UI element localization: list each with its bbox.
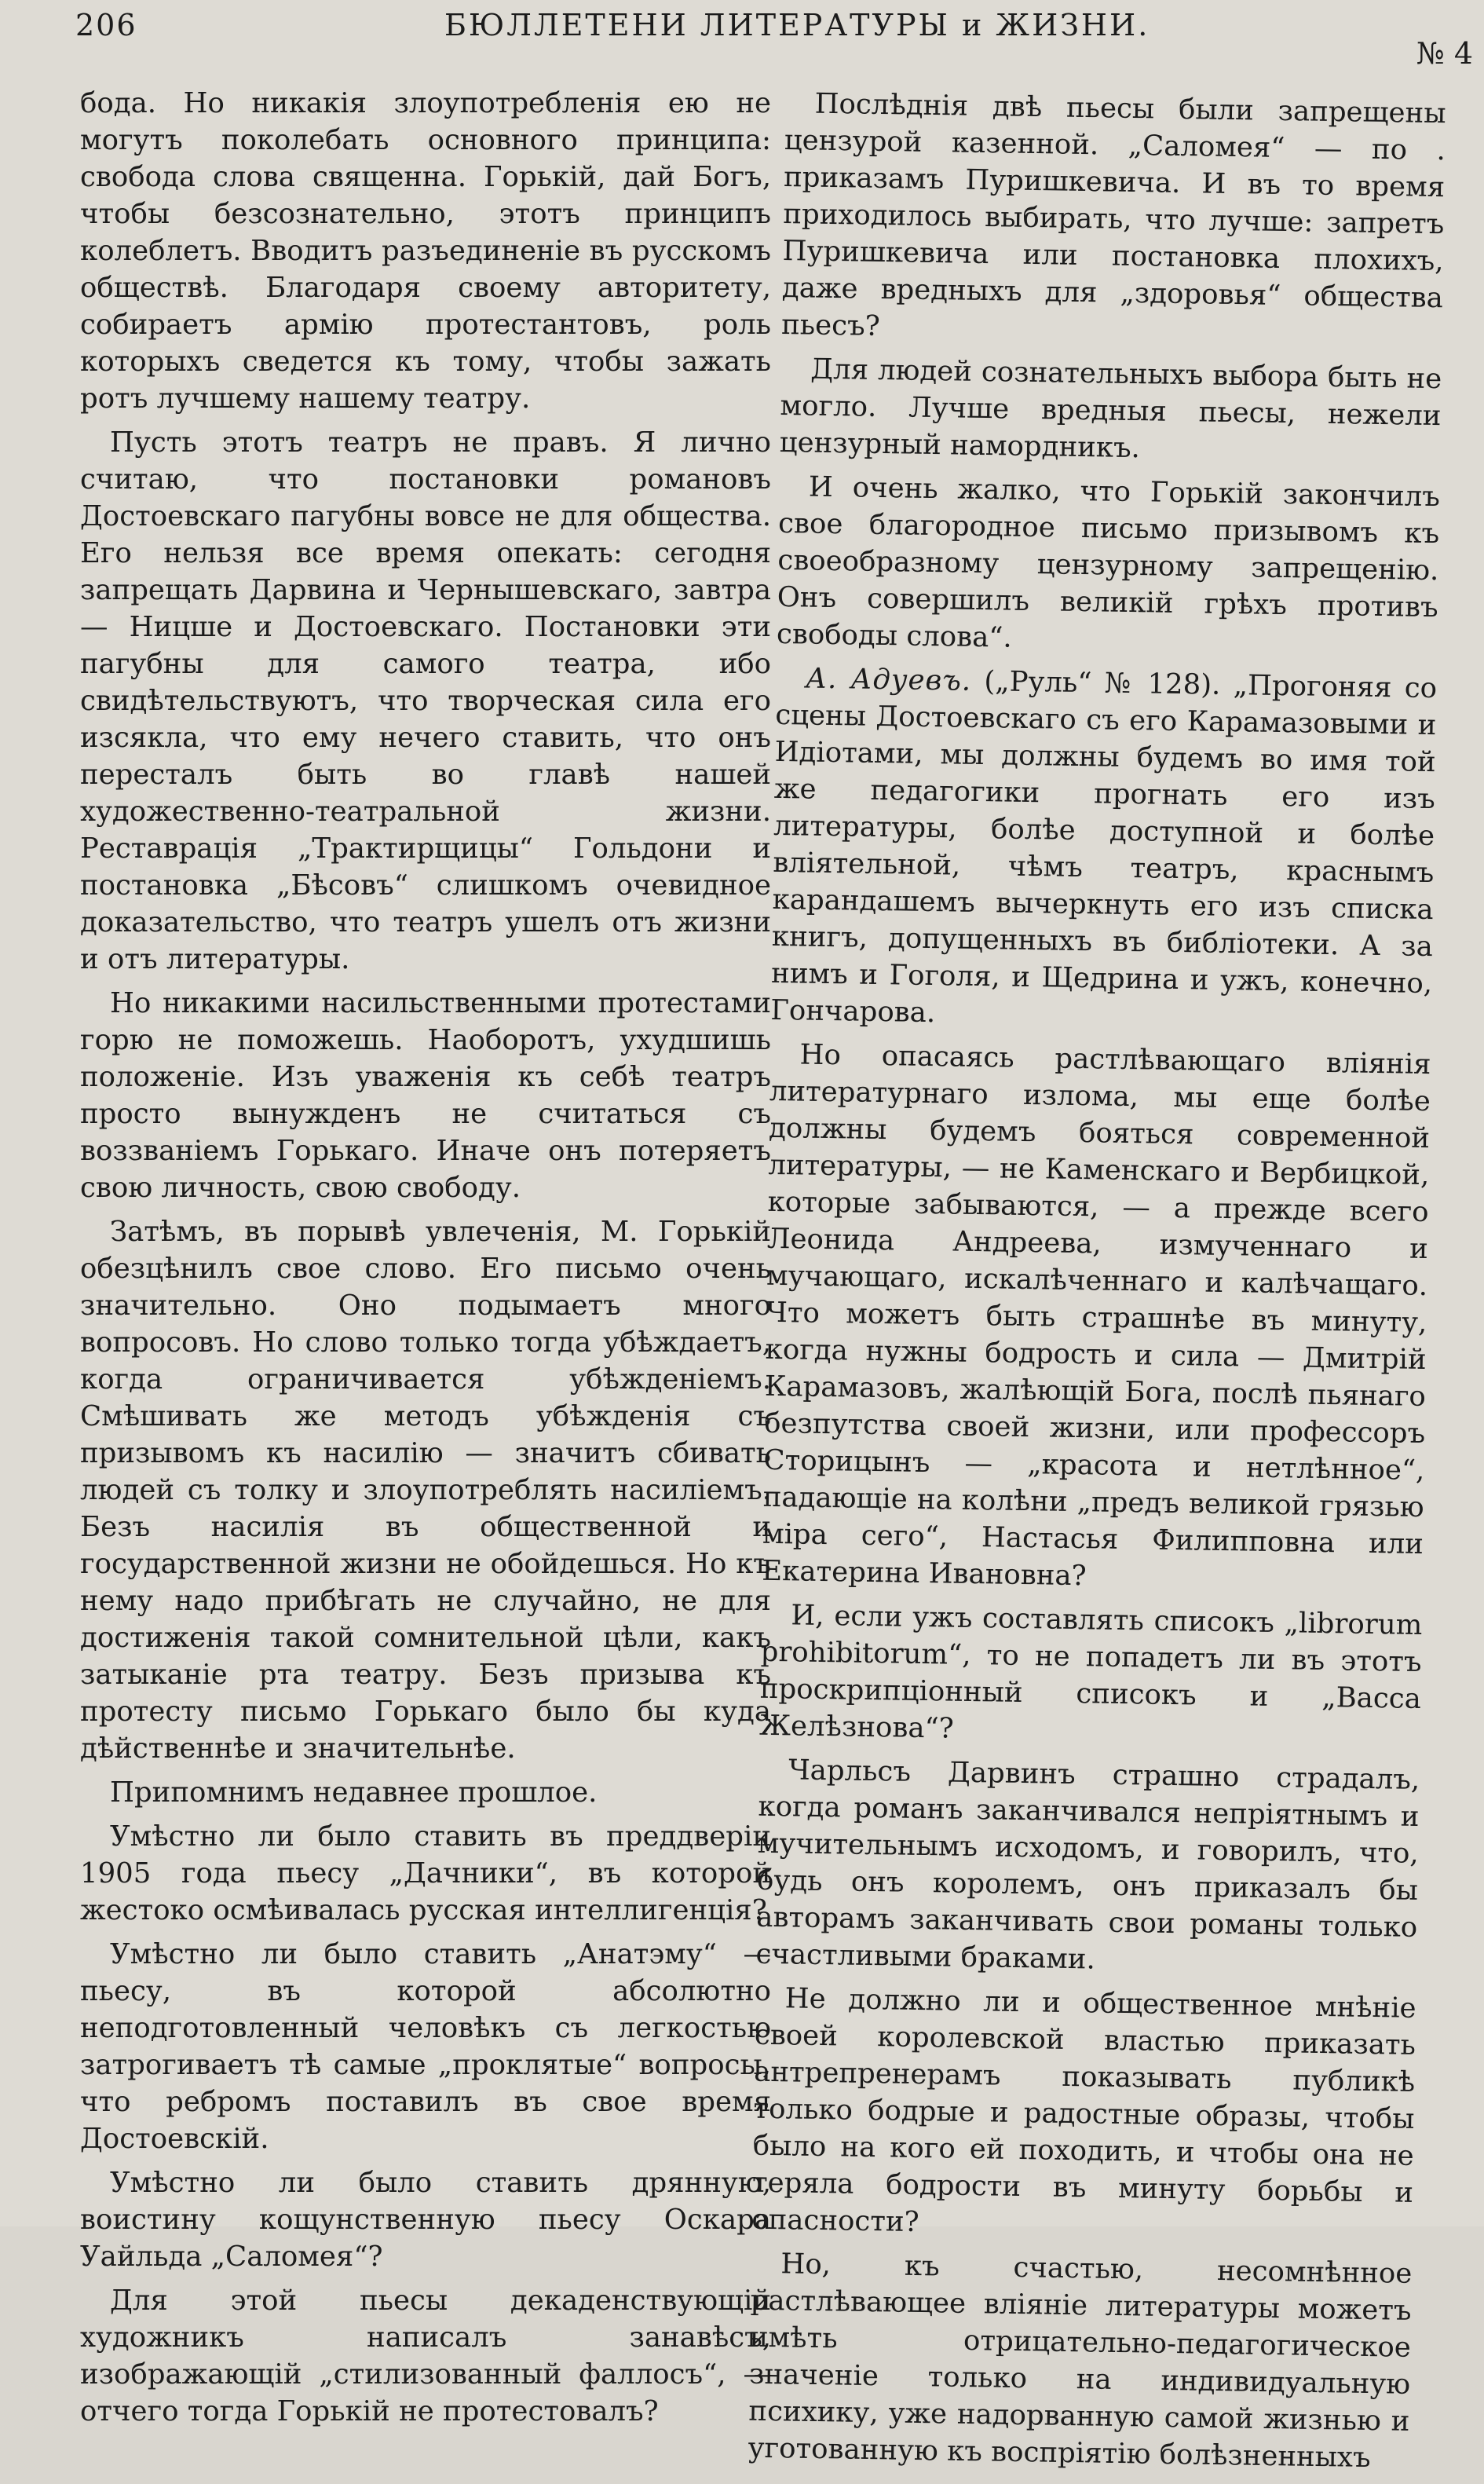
paragraph: Припомнимъ недавнее прошлое. [110, 1776, 598, 1809]
right-column [747, 85, 1446, 2484]
paragraph: Умѣстно ли было ставить дрянную, воистину кощунственную пьесу Оскара Уайльда „Саломея“? [80, 2167, 771, 2273]
paragraph: Умѣстно ли было ставить „Анатэму“ — пьесу, въ которой абсолютно неподготовленный человѣкъ съ легкостью затрогиваетъ тѣ самые „проклятые“ вопросы, что ребромъ поставилъ въ свое время Достоевскій. [80, 1938, 771, 2155]
paragraph: Умѣстно ли было ставить въ преддверіи 1905 года пьесу „Дачники“, въ которой жестоко осмѣивалась русская интеллигенція? [80, 1820, 771, 1926]
review-text: („Руль“ № 128). „Прогоняя со сцены Достоевскаго съ его Карамазовыми и Идіотами, мы должны будемъ во имя той же педагогики прогнать его изъ литературы, болѣе доступной и болѣе вліятельной, чѣмъ театръ, краснымъ карандашемъ вычеркнуть его изъ списка книгъ, допущенныхъ въ библіотеки. А за нимъ и Гоголя, и Щедрина и ужъ, конечно, Гончарова. [770, 664, 1438, 1030]
paragraph: Но никакими насильственными протестами горю не поможешь. Наоборотъ, ухудшишь положеніе. Изъ уваженія къ себѣ театръ просто вынужденъ не считаться съ воззваніемъ Горькаго. Иначе онъ потеряетъ свою личность, свою свободу. [80, 987, 771, 1204]
paragraph: Послѣднія двѣ пьесы были запрещены цензурой казенной. „Саломея“ — по . приказамъ Пуришкевича. И въ то время приходилось выбирать, что лучше: запретъ Пуришкевича или постановка плохихъ, даже вредныхъ для „здоровья“ общества пьесъ? [780, 87, 1446, 342]
paragraph: И, если ужъ составлять списокъ „librorum prohibitorum“, то не попадетъ ли въ этотъ проскрипціонный списокъ и „Васса Желѣзнова“? [758, 1599, 1423, 1745]
paragraph: Для людей сознательныхъ выбора быть не могло. Лучше вредныя пьесы, нежели цензурный намордникъ. [779, 353, 1442, 465]
paragraph: Не должно ли и общественное мнѣніе своей королевской властью приказать антрепренерамъ показывать публикѣ только бодрые и радостные образы, чтобы было на кого ей походить, и чтобы она не теряла бодрости въ минуту борьбы и опасности? [751, 1982, 1416, 2239]
page-number: 206 [75, 8, 137, 42]
running-title: БЮЛЛЕТЕНИ ЛИТЕРАТУРЫ и ЖИЗНИ. [444, 8, 1150, 42]
left-column [80, 85, 771, 2437]
paragraph: Пусть этотъ театръ не правъ. Я лично считаю, что постановки романовъ Достоевскаго пагубны вовсе не для общества. Его нельзя все время опекать: сегодня запрещать Дарвина и Чернышевскаго, завтра — Ницше и Достоевскаго. Постановки эти пагубны для самого театра, ибо свидѣтельствуютъ, что творческая сила его изсякла, что ему нечего ставить, что онъ пересталъ быть во главѣ нашей художественно-театральной жизни. Реставрація „Трактирщицы“ Гольдони и постановка „Бѣсовъ“ слишкомъ очевидное доказательство, что театръ ушелъ отъ жизни и отъ литературы. [80, 426, 771, 975]
paragraph: бода. Но никакія злоупотребленія ею не могутъ поколебать основного принципа: свобода слова священна. Горькій, дай Богъ, чтобы безсознательно, этотъ принципъ колеблетъ. Вводитъ разъединеніе въ русскомъ обществѣ. Благодаря своему авторитету, собираетъ армію протестантовъ, роль которыхъ сведется къ тому, чтобы зажать ротъ лучшему нашему театру. [80, 87, 771, 415]
running-header [75, 5, 1473, 71]
paragraph: И очень жалко, что Горькій закончилъ свое благородное письмо призывомъ къ своеобразному цензурному запрещенію. Онъ совершилъ великій грѣхъ противъ свободы слова“. [776, 470, 1441, 654]
quoted-review-paragraph [770, 660, 1437, 1039]
paragraph: Затѣмъ, въ порывѣ увлеченія, М. Горькій обезцѣнилъ свое слово. Его письмо очень значительно. Оно подымаетъ много вопросовъ. Но слово только тогда убѣждаетъ, когда ограничивается убѣжденіемъ. Смѣшивать же методъ убѣжденія съ призывомъ къ насилію — значитъ сбивать людей съ толку и злоупотреблять насиліемъ. Безъ насилія въ общественной и государственной жизни не обойдешься. Но къ нему надо прибѣгать не случайно, не для достиженія такой сомнительной цѣли, какъ затыканіе рта театру. Безъ призыва къ протесту письмо Горькаго было бы куда дѣйственнѣе и значительнѣе. [80, 1216, 771, 1765]
paragraph: Для этой пьесы декаденствующій художникъ написалъ занавѣсъ, изображающій „стилизованный фаллосъ“, — отчего тогда Горькій не протестовалъ? [80, 2285, 771, 2427]
paragraph: Чарльсъ Дарвинъ страшно страдалъ, когда романъ заканчивался непріятнымъ и мучительнымъ исходомъ, и говорилъ, что, будь онъ королемъ, онъ приказалъ бы авторамъ заканчивать свои романы только счастливыми браками. [755, 1754, 1420, 1976]
paragraph: Но, къ счастью, несомнѣнное растлѣвающее вліяніе литературы можетъ имѣть отрицательно-педагогическое значеніе только на индивидуальную психику, уже надорванную самой жизнью и уготованную къ воспріятію болѣзненныхъ [747, 2248, 1413, 2475]
review-author: А. Адуевъ. [805, 662, 972, 697]
issue-number: № 4 [1416, 36, 1473, 71]
paragraph: Но опасаясь растлѣвающаго вліянія литературнаго излома, мы еще болѣе должны будемъ бояться современной литературы, — не Каменскаго и Вербицкой, которые забываются, — а прежде всего Леонида Андреева, измученнаго и мучающаго, искалѣченнаго и калѣчащаго. Что можетъ быть страшнѣе въ минуту, когда нужны бодрость и сила — Дмитрій Карамазовъ, жалѣющій Бога, послѣ пьянаго безпутства своей жизни, или профессоръ Сторицынъ — „красота и нетлѣнное“, падающіе на колѣни „предъ великой грязью міра сего“, Настасья Филипповна или Екатерина Ивановна? [761, 1038, 1431, 1593]
